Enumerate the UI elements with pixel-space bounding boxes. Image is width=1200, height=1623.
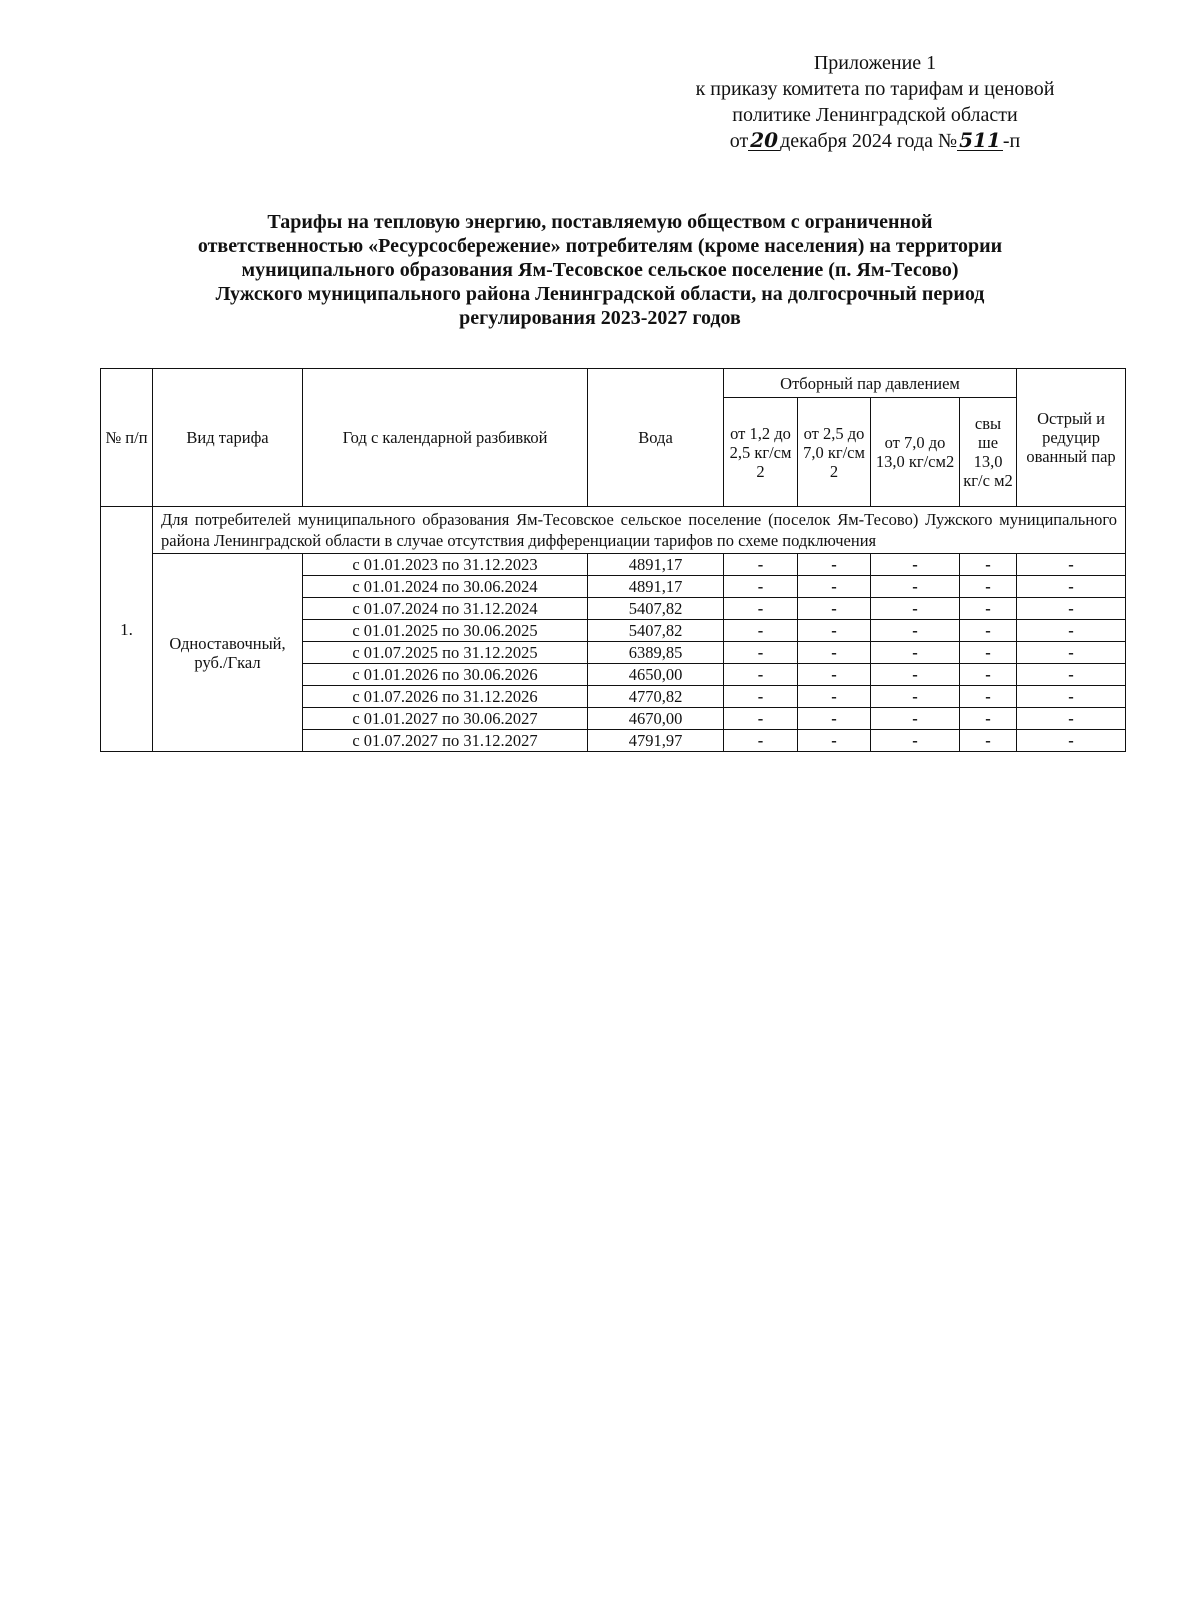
empty-value-cell: - [798, 598, 871, 620]
header-kind: Вид тарифа [153, 369, 303, 507]
title-line-3: муниципального образования Ям-Тесовское сельское поселение (п. Ям-Тесово) [241, 259, 959, 281]
water-tariff-cell: 4650,00 [588, 664, 724, 686]
water-tariff-cell: 4891,17 [588, 554, 724, 576]
water-tariff-cell: 4670,00 [588, 708, 724, 730]
period-cell: с 01.01.2026 по 30.06.2026 [303, 664, 588, 686]
empty-value-cell: - [960, 598, 1017, 620]
empty-value-cell: - [960, 554, 1017, 576]
empty-value-cell: - [960, 576, 1017, 598]
empty-value-cell: - [871, 554, 960, 576]
title-line-2: ответственностью «Ресурсосбережение» потребителям (кроме населения) на территории [197, 235, 1003, 257]
empty-value-cell: - [1017, 598, 1126, 620]
empty-value-cell: - [798, 686, 871, 708]
empty-value-cell: - [960, 686, 1017, 708]
appendix-order-ref: к приказу комитета по тарифам и ценовой [695, 78, 1055, 100]
empty-value-cell: - [960, 620, 1017, 642]
period-cell: с 01.07.2024 по 31.12.2024 [303, 598, 588, 620]
water-tariff-cell: 4891,17 [588, 576, 724, 598]
empty-value-cell: - [798, 576, 871, 598]
period-cell: с 01.01.2025 по 30.06.2025 [303, 620, 588, 642]
empty-value-cell: - [724, 576, 798, 598]
empty-value-cell: - [724, 598, 798, 620]
table-row [101, 554, 1126, 576]
empty-value-cell: - [871, 576, 960, 598]
water-tariff-cell: 6389,85 [588, 642, 724, 664]
empty-value-cell: - [871, 664, 960, 686]
empty-value-cell: - [724, 708, 798, 730]
header-steam-2: от 2,5 до 7,0 кг/см 2 [798, 398, 871, 507]
handwritten-day: 20 [750, 128, 779, 152]
empty-value-cell: - [960, 730, 1017, 752]
empty-value-cell: - [1017, 642, 1126, 664]
empty-value-cell: - [960, 664, 1017, 686]
appendix-title: Приложение 1 [813, 52, 937, 74]
empty-value-cell: - [798, 664, 871, 686]
header-steam-group: Отборный пар давлением [724, 369, 1017, 398]
header-steam-4: свы ше 13,0 кг/с м2 [960, 398, 1017, 507]
empty-value-cell: - [871, 730, 960, 752]
empty-value-cell: - [871, 620, 960, 642]
empty-value-cell: - [798, 730, 871, 752]
header-year: Год с календарной разбивкой [303, 369, 588, 507]
empty-value-cell: - [960, 708, 1017, 730]
empty-value-cell: - [1017, 664, 1126, 686]
empty-value-cell: - [724, 620, 798, 642]
header-steam-3: от 7,0 до 13,0 кг/см2 [871, 398, 960, 507]
row-number: 1. [101, 507, 153, 752]
header-steam-1: от 1,2 до 2,5 кг/см 2 [724, 398, 798, 507]
title-line-5: регулирования 2023-2027 годов [459, 307, 741, 329]
empty-value-cell: - [871, 598, 960, 620]
header-water: Вода [588, 369, 724, 507]
period-cell: с 01.01.2024 по 30.06.2024 [303, 576, 588, 598]
period-cell: с 01.01.2023 по 31.12.2023 [303, 554, 588, 576]
empty-value-cell: - [871, 708, 960, 730]
empty-value-cell: - [724, 686, 798, 708]
empty-value-cell: - [724, 730, 798, 752]
empty-value-cell: - [960, 642, 1017, 664]
appendix-header [640, 50, 1110, 154]
tariff-kind: Одноставочный, руб./Гкал [153, 554, 303, 752]
date-rest: декабря 2024 года № [780, 130, 958, 152]
empty-value-cell: - [1017, 576, 1126, 598]
water-tariff-cell: 4770,82 [588, 686, 724, 708]
header-row-1 [101, 369, 1126, 398]
empty-value-cell: - [1017, 620, 1126, 642]
empty-value-cell: - [724, 664, 798, 686]
document-title [100, 210, 1100, 330]
date-prefix: от [729, 130, 749, 152]
appendix-committee: политике Ленинградской области [732, 104, 1018, 126]
empty-value-cell: - [871, 686, 960, 708]
period-cell: с 01.07.2026 по 31.12.2026 [303, 686, 588, 708]
empty-value-cell: - [798, 620, 871, 642]
order-suffix: -п [1002, 130, 1021, 152]
empty-value-cell: - [1017, 686, 1126, 708]
empty-value-cell: - [1017, 730, 1126, 752]
water-tariff-cell: 5407,82 [588, 598, 724, 620]
empty-value-cell: - [798, 554, 871, 576]
empty-value-cell: - [871, 642, 960, 664]
empty-value-cell: - [724, 642, 798, 664]
consumer-description: Для потребителей муниципального образования Ям-Тесовское сельское поселение (поселок Ям-Тесово) Лужского муниципального района Ленинградской области в случае отсутствия дифференциации тарифов по схеме подключения [153, 507, 1126, 554]
empty-value-cell: - [724, 554, 798, 576]
water-tariff-cell: 5407,82 [588, 620, 724, 642]
empty-value-cell: - [798, 642, 871, 664]
empty-value-cell: - [798, 708, 871, 730]
tariff-table [100, 368, 1126, 752]
header-npp: № п/п [101, 369, 153, 507]
period-cell: с 01.07.2027 по 31.12.2027 [303, 730, 588, 752]
title-line-4: Лужского муниципального района Ленинградской области, на долгосрочный период [215, 283, 985, 305]
title-line-1: Тарифы на тепловую энергию, поставляемую обществом с ограниченной [267, 211, 933, 233]
description-row [101, 507, 1126, 554]
period-cell: с 01.07.2025 по 31.12.2025 [303, 642, 588, 664]
water-tariff-cell: 4791,97 [588, 730, 724, 752]
handwritten-order-number: 511 [959, 128, 1001, 152]
empty-value-cell: - [1017, 708, 1126, 730]
header-sharp-steam: Острый и редуцир ованный пар [1017, 369, 1126, 507]
period-cell: с 01.01.2027 по 30.06.2027 [303, 708, 588, 730]
empty-value-cell: - [1017, 554, 1126, 576]
appendix-date-line [640, 128, 1110, 154]
